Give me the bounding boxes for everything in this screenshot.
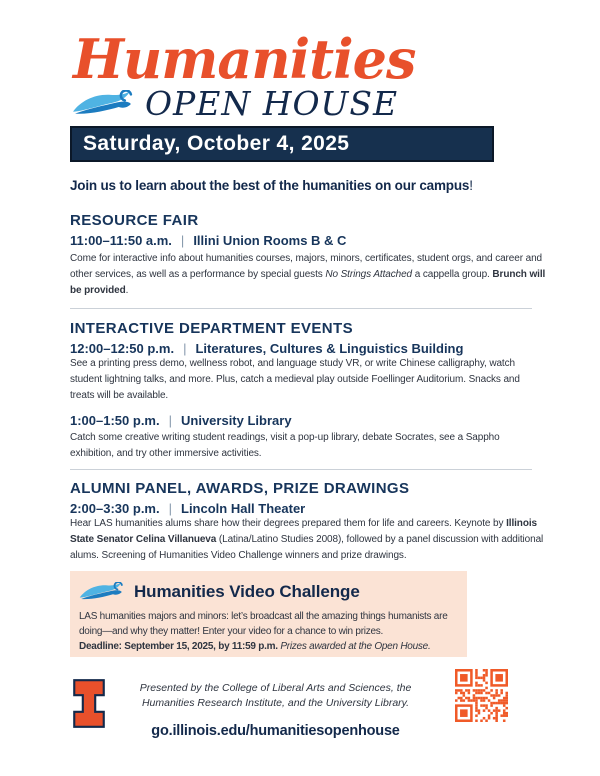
date-banner (70, 126, 494, 162)
section-heading-alumni-panel: ALUMNI PANEL, AWARDS, PRIZE DRAWINGS (70, 480, 410, 497)
presented-line-2: Humanities Research Institute, and the University Library. (141, 697, 410, 709)
body-segment: LAS humanities majors and minors: let’s broadcast all the amazing things humanists are doing—and why they matter! Enter your video for a chance to win prizes. (79, 611, 448, 637)
section-divider (70, 308, 532, 309)
timeline-resource-fair (70, 233, 346, 248)
body-segment-bold: Brunch will be provided (70, 269, 546, 296)
body-segment: Hear LAS humanities alums share how their degrees prepared them for life and careers. Keynote by (70, 518, 507, 529)
illinois-block-i-logo (71, 677, 107, 730)
page-subtitle: OPEN HOUSE (145, 84, 399, 123)
deadline-italic: Prizes awarded at the Open House. (277, 641, 431, 652)
time-slot-2: 1:00–1:50 p.m. (70, 413, 160, 428)
intro-suffix: ! (469, 178, 473, 193)
body-segment: a cappella group. (412, 269, 493, 280)
location-resource-fair: Illini Union Rooms B & C (193, 233, 347, 248)
video-challenge-body (79, 609, 457, 654)
intro-line (70, 178, 473, 193)
intro-text: Join us to learn about the best of the humanities on our campus (70, 178, 470, 193)
video-challenge-box (70, 571, 467, 657)
location-slot-2: University Library (181, 413, 292, 428)
video-challenge-title-row (79, 582, 457, 602)
qr-code (455, 669, 508, 722)
event-date: Saturday, October 4, 2025 (83, 132, 350, 155)
section-heading-resource-fair: RESOURCE FAIR (70, 212, 199, 229)
timeline-alumni-panel (70, 501, 305, 516)
pipe-separator: | (183, 341, 187, 356)
location-alumni-panel: Lincoln Hall Theater (181, 501, 306, 516)
body-alumni-panel (70, 516, 546, 564)
time-alumni-panel: 2:00–3:30 p.m. (70, 501, 160, 516)
body-segment-italic: No Strings Attached (325, 269, 413, 280)
page-subtitle-row (72, 84, 399, 123)
body-segment: (Latina/Latino Studies 2008), followed by a panel discussion with additional alums. Screening of Humanities Video Challenge winners and prize drawings. (70, 534, 544, 561)
wave-flourish-icon (72, 90, 138, 118)
pipe-separator: | (180, 233, 185, 248)
timeline-department-events-2 (70, 413, 292, 428)
timeline-department-events-1 (70, 341, 463, 356)
body-segment: Come for interactive info about humanities courses, majors, minors, certificates, student orgs, and career and other services, as well as a performance by special guests (70, 253, 543, 280)
pipe-separator: | (168, 413, 172, 428)
presented-line-1: Presented by the College of Liberal Arts and Sciences, the (139, 682, 412, 694)
deadline-bold: Deadline: September 15, 2025, by 11:59 p.m. (79, 641, 278, 652)
body-department-events-2: Catch some creative writing student readings, visit a pop-up library, debate Socrates, see a Sappho exhibition, and try other immersive activities. (70, 432, 500, 459)
event-url: go.illinois.edu/humanitiesopenhouse (151, 723, 400, 739)
video-challenge-title: Humanities Video Challenge (134, 582, 360, 601)
page-title: Humanities (73, 27, 416, 91)
location-slot-1: Literatures, Cultures & Linguistics Building (195, 341, 464, 356)
time-slot-1: 12:00–12:50 p.m. (70, 341, 175, 356)
wave-flourish-icon (79, 582, 127, 602)
presented-by-text (123, 681, 428, 711)
section-divider (70, 469, 532, 470)
body-segment-bold: Illinois State Senator Celina Villanueva (70, 518, 537, 545)
section-heading-department-events: INTERACTIVE DEPARTMENT EVENTS (70, 320, 354, 337)
time-resource-fair: 11:00–11:50 a.m. (70, 233, 172, 248)
pipe-separator: | (168, 501, 172, 516)
body-segment: . (125, 285, 129, 296)
body-department-events-1: See a printing press demo, wellness robot, and language study VR, or write Chinese calligraphy, watch student lightning talks, and more. Plus, catch a medieval play outside Foellinger Auditorium. Snacks and treats will be available. (70, 358, 520, 401)
body-resource-fair (70, 251, 546, 299)
